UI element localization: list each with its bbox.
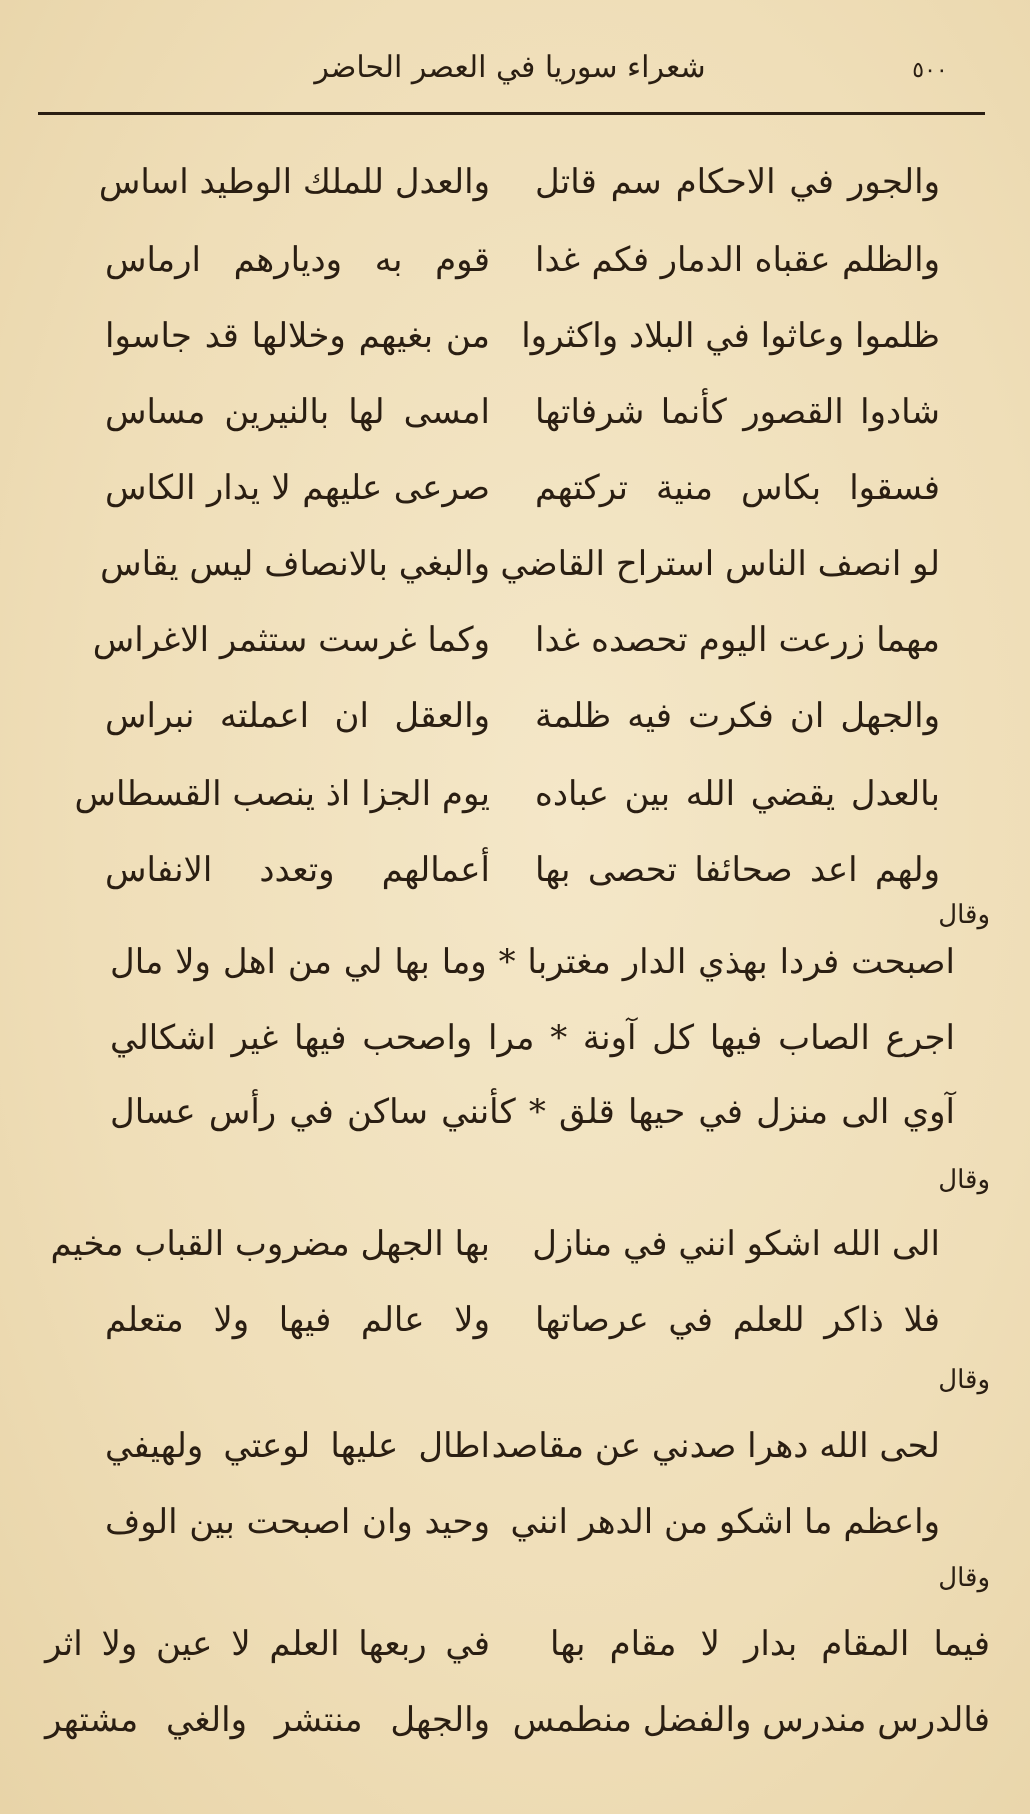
verse-line: اصبحت فردا بهذي الدار مغتربا * وما بها لي من اهل ولا مال [110,942,955,982]
verse-first-hemistich: بالعدل يقضي الله بين عباده [535,774,940,814]
verse-couplet [0,230,1030,290]
verse-second-hemistich: قوم به وديارهم ارماس [105,240,490,280]
section-heading-waqal: وقال [938,1165,990,1195]
section-heading-waqal: وقال [938,1563,990,1593]
verse-second-hemistich: امسى لها بالنيرين مساس [105,392,490,432]
verse-second-hemistich: بها الجهل مضروب القباب مخيم [50,1224,490,1264]
verse-second-hemistich: وحيد وان اصبحت بين الوف [105,1502,490,1542]
section-heading-waqal: وقال [938,900,990,930]
verse-couplet [0,458,1030,518]
verse-first-hemistich: والظلم عقباه الدمار فكم غدا [535,240,940,280]
verse-line: آوي الى منزل في حيها قلق * كأنني ساكن في رأس عسال [110,1092,955,1132]
verse-first-hemistich: فسقوا بكاس منية تركتهم [535,468,940,508]
verse-second-hemistich: اطال عليها لوعتي ولهيفي [105,1426,490,1466]
verse-couplet [0,306,1030,366]
verse-second-hemistich: والعدل للملك الوطيد اساس [98,162,490,202]
verse-first-hemistich: واعظم ما اشكو من الدهر انني [510,1502,940,1542]
verse-first-hemistich: الى الله اشكو انني في منازل [532,1224,940,1264]
verse-couplet [0,1614,1030,1674]
verse-second-hemistich: والعقل ان اعملته نبراس [105,696,490,736]
verse-first-hemistich: والجهل ان فكرت فيه ظلمة [535,696,940,736]
page-header [0,40,1030,100]
verse-first-hemistich: لو انصف الناس استراح القاضي [500,544,940,584]
verse-couplet [0,1690,1030,1750]
verse-couplet [0,534,1030,594]
verse-first-hemistich: فلا ذاكر للعلم في عرصاتها [535,1300,940,1340]
verse-first-hemistich: والجور في الاحكام سم قاتل [535,162,940,202]
verse-first-hemistich: ولهم اعد صحائفا تحصى بها [535,850,940,890]
verse-couplet [0,1214,1030,1274]
verse-second-hemistich: والجهل منتشر والغي مشتهر [45,1700,490,1740]
verse-second-hemistich: في ربعها العلم لا عين ولا اثر [45,1624,490,1664]
verse-couplet [0,1416,1030,1476]
verse-first-hemistich: لحى الله دهرا صدني عن مقاصد [491,1426,940,1466]
verse-second-hemistich: من بغيهم وخلالها قد جاسوا [105,316,490,356]
section-heading-waqal: وقال [938,1365,990,1395]
page-number: ٥٠٠ [912,58,948,83]
verse-couplet [0,1492,1030,1552]
verse-couplet [0,1290,1030,1350]
verse-second-hemistich: وكما غرست ستثمر الاغراس [92,620,490,660]
verse-couplet [0,686,1030,746]
header-rule [38,112,985,115]
verse-first-hemistich: شادوا القصور كأنما شرفاتها [535,392,940,432]
verse-first-hemistich: فالدرس مندرس والفضل منطمس [512,1700,990,1740]
verse-couplet [0,764,1030,824]
verse-second-hemistich: أعمالهم وتعدد الانفاس [105,850,490,890]
verse-couplet [0,840,1030,900]
verse-second-hemistich: ولا عالم فيها ولا متعلم [105,1300,490,1340]
verse-line: اجرع الصاب فيها كل آونة * مرا واصحب فيها غير اشكالي [110,1018,955,1058]
verse-first-hemistich: ظلموا وعاثوا في البلاد واكثروا [521,316,940,356]
running-title: شعراء سوريا في العصر الحاضر [314,50,706,85]
verse-couplet [0,610,1030,670]
verse-couplet [0,382,1030,442]
verse-second-hemistich: والبغي بالانصاف ليس يقاس [100,544,490,584]
verse-first-hemistich: مهما زرعت اليوم تحصده غدا [535,620,940,660]
verse-second-hemistich: صرعى عليهم لا يدار الكاس [105,468,490,508]
verse-first-hemistich: فيما المقام بدار لا مقام بها [550,1624,990,1664]
verse-couplet [0,152,1030,212]
verse-second-hemistich: يوم الجزا اذ ينصب القسطاس [74,774,490,814]
